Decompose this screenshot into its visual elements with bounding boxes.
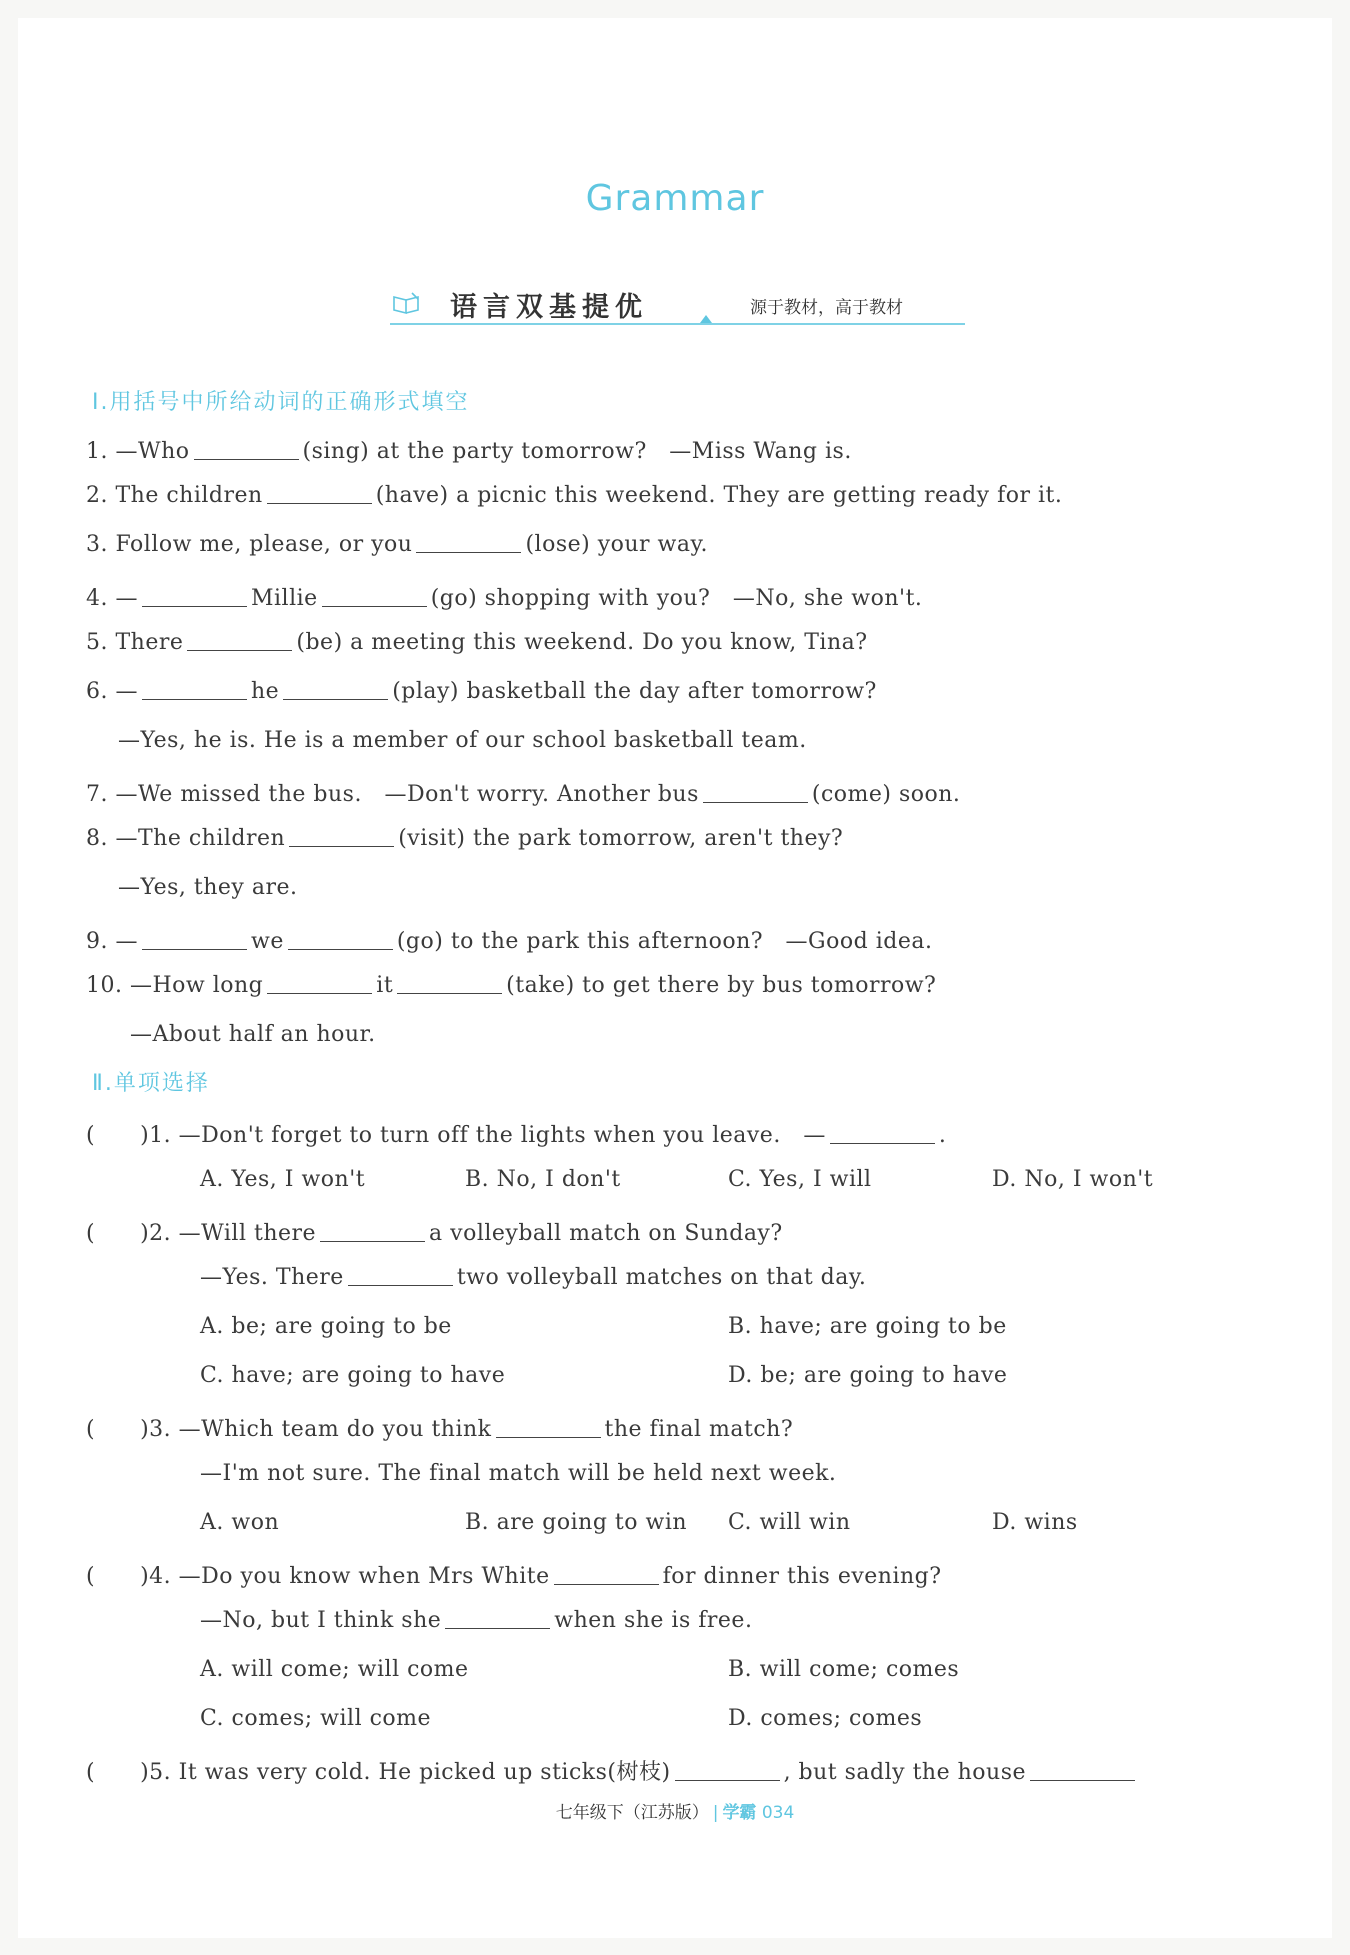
q2-option-d[interactable]: D. be; are going to have xyxy=(728,1363,1008,1388)
q3-option-c[interactable]: C. will win xyxy=(728,1510,851,1535)
q4-option-a[interactable]: A. will come; will come xyxy=(200,1657,469,1682)
exercise-9: 9. — we (go) to the park this afternoon? —Good idea. xyxy=(86,929,933,954)
answer-blank[interactable] xyxy=(445,1627,550,1629)
exercise-10: 10. —How long it (take) to get there by bus tomorrow? xyxy=(86,973,937,998)
footer-separator: | xyxy=(712,1803,719,1823)
book-icon xyxy=(392,291,422,315)
q1-option-d[interactable]: D. No, I won't xyxy=(992,1167,1154,1192)
exercise-6-answer: —Yes, he is. He is a member of our school basketball team. xyxy=(118,728,807,753)
answer-blank[interactable] xyxy=(267,992,372,994)
q4-option-c[interactable]: C. comes; will come xyxy=(200,1706,432,1731)
q3-option-d[interactable]: D. wins xyxy=(992,1510,1078,1535)
exercise-6: 6. — he (play) basketball the day after tomorrow? xyxy=(86,679,877,704)
exercise-8: 8. —The children (visit) the park tomorrow, aren't they? xyxy=(86,826,844,851)
exercise-4: 4. — Millie (go) shopping with you? —No, she won't. xyxy=(86,586,923,611)
q1-option-a[interactable]: A. Yes, I won't xyxy=(200,1167,366,1192)
exercise-3: 3. Follow me, please, or you (lose) your way. xyxy=(86,532,709,557)
page-footer xyxy=(0,1798,1350,1823)
exercise-8-answer: —Yes, they are. xyxy=(118,875,298,900)
answer-blank[interactable] xyxy=(194,458,299,460)
answer-blank[interactable] xyxy=(397,992,502,994)
question-1-stem: ( )1. —Don't forget to turn off the lights when you leave. — . xyxy=(86,1123,947,1148)
q1-option-b[interactable]: B. No, I don't xyxy=(465,1167,621,1192)
question-2-stem: ( )2. —Will there a volleyball match on Sunday? xyxy=(86,1221,783,1246)
page-number: 034 xyxy=(761,1803,795,1823)
q3-option-a[interactable]: A. won xyxy=(200,1510,280,1535)
q3-option-b[interactable]: B. are going to win xyxy=(465,1510,688,1535)
answer-blank[interactable] xyxy=(142,698,247,700)
answer-blank[interactable] xyxy=(675,1779,780,1781)
footer-brand: 学霸 xyxy=(722,1803,757,1823)
q1-option-c[interactable]: C. Yes, I will xyxy=(728,1167,872,1192)
banner-subtitle: 源于教材，高于教材 xyxy=(750,298,903,318)
answer-blank[interactable] xyxy=(283,698,388,700)
banner-underline xyxy=(390,323,965,325)
footer-grade: 七年级下（江苏版） xyxy=(555,1803,709,1823)
question-3-stem-response: —I'm not sure. The final match will be held next week. xyxy=(200,1461,837,1486)
answer-blank[interactable] xyxy=(496,1436,601,1438)
answer-blank[interactable] xyxy=(289,845,394,847)
q4-option-b[interactable]: B. will come; comes xyxy=(728,1657,960,1682)
page-title: Grammar xyxy=(585,178,765,219)
question-5-stem: ( )5. It was very cold. He picked up sticks(树枝) , but sadly the house xyxy=(86,1755,1139,1786)
question-2-stem-response: —Yes. There two volleyball matches on that day. xyxy=(200,1265,867,1290)
answer-blank[interactable] xyxy=(142,948,247,950)
question-4-stem: ( )4. —Do you know when Mrs White for dinner this evening? xyxy=(86,1564,942,1589)
banner-triangle-marker xyxy=(700,315,712,323)
q2-option-b[interactable]: B. have; are going to be xyxy=(728,1314,1007,1339)
answer-blank[interactable] xyxy=(267,502,372,504)
section-2-heading: Ⅱ.单项选择 xyxy=(92,1071,210,1096)
answer-blank[interactable] xyxy=(288,948,393,950)
answer-blank[interactable] xyxy=(348,1284,453,1286)
answer-blank[interactable] xyxy=(142,605,247,607)
exercise-2: 2. The children (have) a picnic this weekend. They are getting ready for it. xyxy=(86,483,1063,508)
section-1-heading: Ⅰ.用括号中所给动词的正确形式填空 xyxy=(92,390,470,415)
answer-blank[interactable] xyxy=(187,649,292,651)
q2-option-c[interactable]: C. have; are going to have xyxy=(200,1363,506,1388)
answer-blank[interactable] xyxy=(830,1142,935,1144)
answer-blank[interactable] xyxy=(320,1240,425,1242)
section-banner xyxy=(390,283,965,325)
exercise-1: 1. —Who (sing) at the party tomorrow? —Miss Wang is. xyxy=(86,439,852,464)
question-4-stem-response: —No, but I think she when she is free. xyxy=(200,1608,753,1633)
exercise-10-answer: —About half an hour. xyxy=(130,1022,376,1047)
answer-blank[interactable] xyxy=(703,801,808,803)
question-3-stem: ( )3. —Which team do you think the final match? xyxy=(86,1417,794,1442)
answer-blank[interactable] xyxy=(554,1583,659,1585)
q2-option-a[interactable]: A. be; are going to be xyxy=(200,1314,452,1339)
answer-blank[interactable] xyxy=(416,551,521,553)
answer-blank[interactable] xyxy=(322,605,427,607)
exercise-5: 5. There (be) a meeting this weekend. Do you know, Tina? xyxy=(86,630,868,655)
answer-blank[interactable] xyxy=(1030,1779,1135,1781)
exercise-7: 7. —We missed the bus. —Don't worry. Another bus (come) soon. xyxy=(86,782,961,807)
banner-title: 语言双基提优 xyxy=(450,292,648,323)
q4-option-d[interactable]: D. comes; comes xyxy=(728,1706,923,1731)
